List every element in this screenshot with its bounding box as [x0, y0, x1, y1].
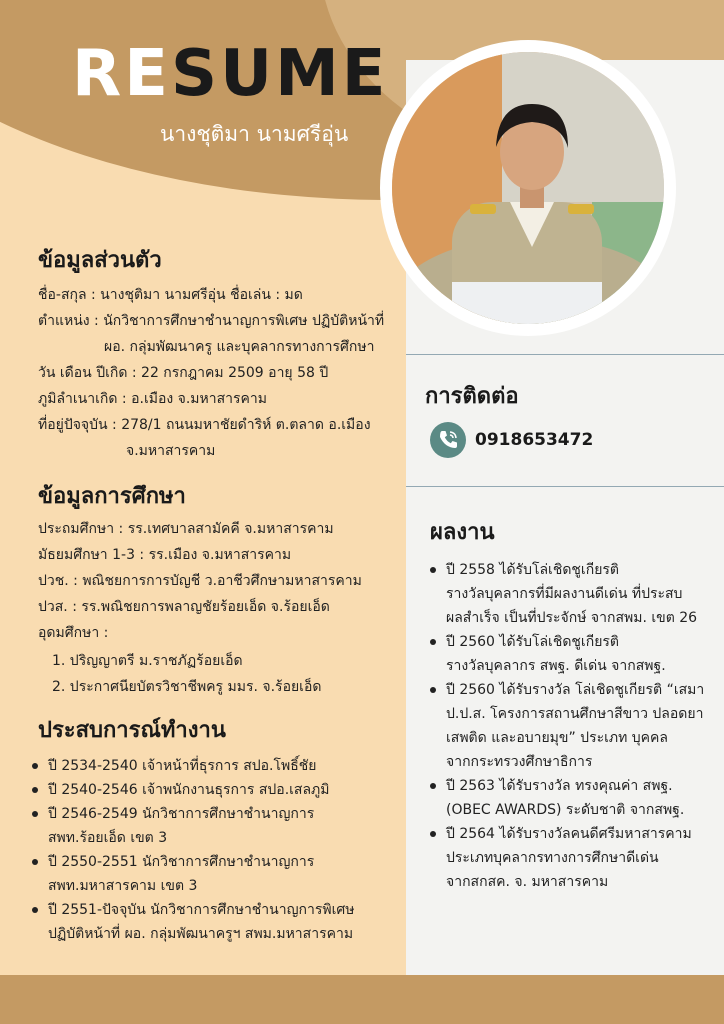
personal-line-birthdate: วัน เดือน ปีเกิด : 22 กรกฎาคม 2509 อายุ 58 ปี — [38, 365, 329, 381]
personal-line-position: ตำแหน่ง : นักวิชาการศึกษาชำนาญการพิเศษ ปฏิบัติหน้าที่ — [38, 313, 385, 329]
works-item — [426, 558, 704, 630]
works-item — [426, 678, 704, 774]
works-item-text-cont: จากกระทรวงศึกษาธิการ — [446, 754, 593, 770]
phone-icon-glyph — [430, 422, 466, 458]
education-line-higher: อุดมศึกษา : — [38, 625, 109, 641]
experience-item — [28, 778, 355, 802]
experience-heading: ประสบการณ์ทำงาน — [38, 718, 226, 743]
personal-line-address-cont: จ.มหาสารคาม — [126, 443, 216, 459]
works-item-text-cont: ประเภทบุคลากรทางการศึกษาดีเด่น — [446, 850, 659, 866]
resume-title — [72, 37, 389, 111]
resume-title-part1: RE — [72, 37, 171, 111]
education-line-bachelor: 1. ปริญญาตรี ม.ราชภัฏร้อยเอ็ด — [52, 653, 243, 669]
education-line-primary: ประถมศึกษา : รร.เทศบาลสามัคคี จ.มหาสารคาม — [38, 521, 334, 537]
education-line-certificate: 2. ประกาศนียบัตรวิชาชีพครู มมร. จ.ร้อยเอ็ด — [52, 679, 322, 695]
phone-icon — [430, 422, 466, 458]
personal-line-hometown: ภูมิลำเนาเกิด : อ.เมือง จ.มหาสารคาม — [38, 391, 268, 407]
experience-item-text: ปี 2534-2540 เจ้าหน้าที่ธุรการ สปอ.โพธิ์ชัย — [48, 758, 317, 774]
experience-item-text: ปี 2540-2546 เจ้าพนักงานธุรการ สปอ.เสลภูมิ — [48, 782, 330, 798]
works-item-text: ปี 2560 ได้รับโล่เชิดชูเกียรติ — [446, 634, 620, 650]
experience-item — [28, 754, 355, 778]
contact-heading: การติดต่อ — [425, 384, 519, 409]
experience-item-text-cont: สพท.มหาสารคาม เขต 3 — [48, 878, 198, 894]
works-list — [426, 558, 704, 894]
personal-heading: ข้อมูลส่วนตัว — [38, 248, 162, 273]
profile-photo-illustration — [392, 52, 664, 324]
personal-line-position-cont: ผอ. กลุ่มพัฒนาครู และบุคลากรทางการศึกษา — [104, 339, 375, 355]
education-line-secondary: มัธยมศึกษา 1-3 : รร.เมือง จ.มหาสารคาม — [38, 547, 292, 563]
works-item-text: ปี 2564 ได้รับรางวัลคนดีศรีมหาสารคาม — [446, 826, 692, 842]
contact-divider-top — [406, 354, 724, 355]
person-name: นางชุติมา นามศรีอุ่น — [160, 122, 349, 146]
education-line-vocational: ปวช. : พณิชยการการบัญชี ว.อาชีวศึกษามหาสารคาม — [38, 573, 362, 589]
works-item-text-cont: ผลสำเร็จ เป็นที่ประจักษ์ จากสพม. เขต 26 — [446, 610, 698, 626]
education-heading: ข้อมูลการศึกษา — [38, 484, 186, 509]
works-item-text-cont: รางวัลบุคลากร สพฐ. ดีเด่น จากสพฐ. — [446, 658, 666, 674]
experience-item — [28, 850, 355, 898]
experience-item — [28, 802, 355, 850]
works-item-text-cont: รางวัลบุคลากรที่มีผลงานดีเด่น ที่ประสบ — [446, 586, 683, 602]
experience-item-text: ปี 2551-ปัจจุบัน นักวิชาการศึกษาชำนาญการพิเศษ — [48, 902, 355, 918]
experience-item-text-cont: สพท.ร้อยเอ็ด เขต 3 — [48, 830, 168, 846]
works-item-text-cont: เสพติด และอบายมุข” ประเภท บุคคล — [446, 730, 668, 746]
personal-line-name: ชื่อ-สกุล : นางชุติมา นามศรีอุ่น ชื่อเล่น : มด — [38, 287, 303, 303]
works-item — [426, 822, 704, 894]
works-item — [426, 774, 704, 822]
resume-title-part2: SUME — [171, 37, 389, 111]
experience-item-text: ปี 2550-2551 นักวิชาการศึกษาชำนาญการ — [48, 854, 315, 870]
works-item — [426, 630, 704, 678]
phone-number[interactable]: 0918653472 — [475, 430, 594, 450]
works-item-text-cont: (OBEC AWARDS) ระดับชาติ จากสพฐ. — [446, 802, 685, 818]
footer-band — [0, 975, 724, 1024]
works-item-text: ปี 2563 ได้รับรางวัล ทรงคุณค่า สพฐ. — [446, 778, 673, 794]
experience-item — [28, 898, 355, 946]
personal-line-address: ที่อยู่ปัจจุบัน : 278/1 ถนนมหาชัยดำริห์ ต.ตลาด อ.เมือง — [38, 417, 371, 433]
works-item-text-cont: จากสกสค. จ. มหาสารคาม — [446, 874, 609, 890]
works-item-text: ปี 2560 ได้รับรางวัล โล่เชิดชูเกียรติ “เสมา — [446, 682, 705, 698]
contact-divider-bottom — [406, 486, 724, 487]
profile-photo — [392, 52, 664, 324]
works-heading: ผลงาน — [430, 520, 495, 545]
experience-list — [28, 754, 355, 946]
education-line-high-vocational: ปวส. : รร.พณิชยการพลาญชัยร้อยเอ็ด จ.ร้อยเอ็ด — [38, 599, 330, 615]
works-item-text-cont: ป.ป.ส. โครงการสถานศึกษาสีขาว ปลอดยา — [446, 706, 704, 722]
experience-item-text: ปี 2546-2549 นักวิชาการศึกษาชำนาญการ — [48, 806, 315, 822]
experience-item-text-cont: ปฏิบัติหน้าที่ ผอ. กลุ่มพัฒนาครูฯ สพม.มหาสารคาม — [48, 926, 354, 942]
works-item-text: ปี 2558 ได้รับโล่เชิดชูเกียรติ — [446, 562, 620, 578]
